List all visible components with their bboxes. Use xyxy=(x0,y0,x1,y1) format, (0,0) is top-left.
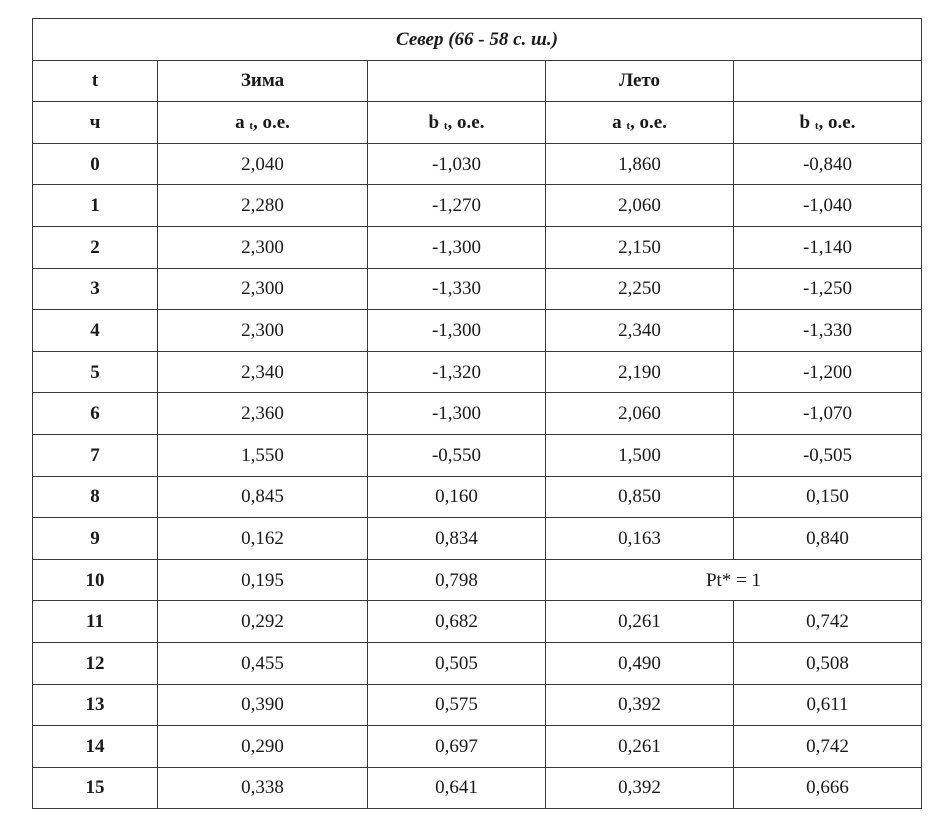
cell-b-winter: -1,300 xyxy=(368,310,546,352)
cell-a-summer: 0,261 xyxy=(546,726,734,768)
cell-b-winter: 0,834 xyxy=(368,518,546,560)
cell-b-winter: -0,550 xyxy=(368,434,546,476)
cell-hour: 15 xyxy=(33,767,158,809)
cell-b-winter: -1,330 xyxy=(368,268,546,310)
cell-hour: 8 xyxy=(33,476,158,518)
cell-hour: 7 xyxy=(33,434,158,476)
cell-hour: 14 xyxy=(33,726,158,768)
cell-b-summer: -1,250 xyxy=(734,268,922,310)
cell-b-summer: 0,611 xyxy=(734,684,922,726)
header-winter: Зима xyxy=(158,60,368,102)
cell-a-summer: 1,500 xyxy=(546,434,734,476)
cell-a-summer: 0,850 xyxy=(546,476,734,518)
cell-a-summer: 2,150 xyxy=(546,226,734,268)
cell-a-summer: 0,163 xyxy=(546,518,734,560)
cell-hour: 5 xyxy=(33,351,158,393)
cell-a-summer: 0,490 xyxy=(546,642,734,684)
header-a-summer-base: a xyxy=(612,111,622,133)
cell-a-winter: 2,360 xyxy=(158,393,368,435)
cell-b-summer: -1,200 xyxy=(734,351,922,393)
cell-a-winter: 2,300 xyxy=(158,310,368,352)
cell-a-winter: 1,550 xyxy=(158,434,368,476)
cell-a-winter: 0,338 xyxy=(158,767,368,809)
cell-summer-note xyxy=(546,559,922,601)
cell-b-winter: -1,300 xyxy=(368,226,546,268)
header-unit-hour-text: ч xyxy=(89,111,101,133)
cell-a-summer: 2,250 xyxy=(546,268,734,310)
header-b-summer xyxy=(734,102,922,144)
cell-a-summer: 0,392 xyxy=(546,767,734,809)
header-b-summer-unit: , о.е. xyxy=(818,111,856,133)
cell-b-summer: -1,040 xyxy=(734,185,922,227)
table-row xyxy=(33,726,922,768)
cell-hour: 10 xyxy=(33,559,158,601)
header-a-summer-unit: , о.е. xyxy=(629,111,667,133)
cell-hour: 6 xyxy=(33,393,158,435)
cell-a-winter: 0,845 xyxy=(158,476,368,518)
cell-a-summer: 0,392 xyxy=(546,684,734,726)
header-b-summer-base: b xyxy=(799,111,811,133)
header-a-winter-sub: t xyxy=(249,119,253,132)
cell-b-summer: 0,150 xyxy=(734,476,922,518)
cell-hour: 12 xyxy=(33,642,158,684)
table-row xyxy=(33,559,922,601)
cell-b-winter: 0,505 xyxy=(368,642,546,684)
table-row xyxy=(33,268,922,310)
header-a-winter-unit: , о.е. xyxy=(252,111,290,133)
table-row xyxy=(33,684,922,726)
table-row xyxy=(33,143,922,185)
table-row xyxy=(33,226,922,268)
cell-b-winter: 0,682 xyxy=(368,601,546,643)
cell-a-winter: 0,195 xyxy=(158,559,368,601)
table-title: Север (66 - 58 с. ш.) xyxy=(33,19,922,61)
cell-hour: 11 xyxy=(33,601,158,643)
cell-b-winter: 0,697 xyxy=(368,726,546,768)
table-row xyxy=(33,601,922,643)
table-row xyxy=(33,393,922,435)
cell-b-summer: 0,666 xyxy=(734,767,922,809)
header-row-1 xyxy=(33,60,922,102)
cell-a-winter: 0,162 xyxy=(158,518,368,560)
cell-hour: 1 xyxy=(33,185,158,227)
header-b-winter-sub: t xyxy=(443,119,448,132)
table-row xyxy=(33,310,922,352)
header-b-winter-unit: , о.е. xyxy=(447,111,485,133)
header-a-winter xyxy=(158,102,368,144)
cell-hour: 0 xyxy=(33,143,158,185)
header-b-winter xyxy=(368,102,546,144)
table-row xyxy=(33,434,922,476)
cell-hour: 13 xyxy=(33,684,158,726)
cell-a-summer: 2,340 xyxy=(546,310,734,352)
cell-b-winter: 0,160 xyxy=(368,476,546,518)
header-empty-1 xyxy=(368,60,546,102)
header-b-winter-base: b xyxy=(428,111,440,133)
cell-a-winter: 2,340 xyxy=(158,351,368,393)
cell-a-summer: 0,261 xyxy=(546,601,734,643)
header-empty-2 xyxy=(734,60,922,102)
header-row-2 xyxy=(33,102,922,144)
cell-b-summer: 0,742 xyxy=(734,601,922,643)
cell-b-summer: 0,508 xyxy=(734,642,922,684)
table-row xyxy=(33,767,922,809)
cell-hour: 3 xyxy=(33,268,158,310)
header-a-winter-base: a xyxy=(235,111,245,133)
cell-b-winter: -1,300 xyxy=(368,393,546,435)
cell-a-winter: 2,280 xyxy=(158,185,368,227)
cell-b-summer: -0,840 xyxy=(734,143,922,185)
cell-b-winter: 0,575 xyxy=(368,684,546,726)
summer-note-text: Pt* = 1 xyxy=(705,569,762,591)
cell-a-summer: 2,060 xyxy=(546,393,734,435)
cell-a-winter: 2,300 xyxy=(158,226,368,268)
cell-b-summer: -1,070 xyxy=(734,393,922,435)
cell-a-winter: 0,292 xyxy=(158,601,368,643)
cell-b-winter: 0,641 xyxy=(368,767,546,809)
table-body xyxy=(33,19,922,809)
table-row xyxy=(33,518,922,560)
header-summer: Лето xyxy=(546,60,734,102)
cell-a-winter: 0,455 xyxy=(158,642,368,684)
table-row xyxy=(33,476,922,518)
header-a-summer xyxy=(546,102,734,144)
table-row xyxy=(33,185,922,227)
cell-a-summer: 2,190 xyxy=(546,351,734,393)
header-b-summer-sub: t xyxy=(814,119,819,132)
cell-a-summer: 2,060 xyxy=(546,185,734,227)
cell-b-winter: -1,270 xyxy=(368,185,546,227)
cell-b-winter: 0,798 xyxy=(368,559,546,601)
cell-a-winter: 0,290 xyxy=(158,726,368,768)
cell-hour: 2 xyxy=(33,226,158,268)
cell-b-summer: -0,505 xyxy=(734,434,922,476)
header-a-summer-sub: t xyxy=(626,119,630,132)
cell-a-summer: 1,860 xyxy=(546,143,734,185)
cell-b-summer: -1,140 xyxy=(734,226,922,268)
header-unit-hour xyxy=(33,102,158,144)
cell-b-summer: 0,742 xyxy=(734,726,922,768)
cell-a-winter: 2,300 xyxy=(158,268,368,310)
header-t: t xyxy=(33,60,158,102)
cell-b-summer: -1,330 xyxy=(734,310,922,352)
cell-hour: 9 xyxy=(33,518,158,560)
data-table xyxy=(32,18,922,809)
cell-a-winter: 2,040 xyxy=(158,143,368,185)
cell-b-winter: -1,320 xyxy=(368,351,546,393)
table-row xyxy=(33,351,922,393)
cell-b-summer: 0,840 xyxy=(734,518,922,560)
table-row xyxy=(33,642,922,684)
cell-b-winter: -1,030 xyxy=(368,143,546,185)
cell-a-winter: 0,390 xyxy=(158,684,368,726)
title-row xyxy=(33,19,922,61)
cell-hour: 4 xyxy=(33,310,158,352)
